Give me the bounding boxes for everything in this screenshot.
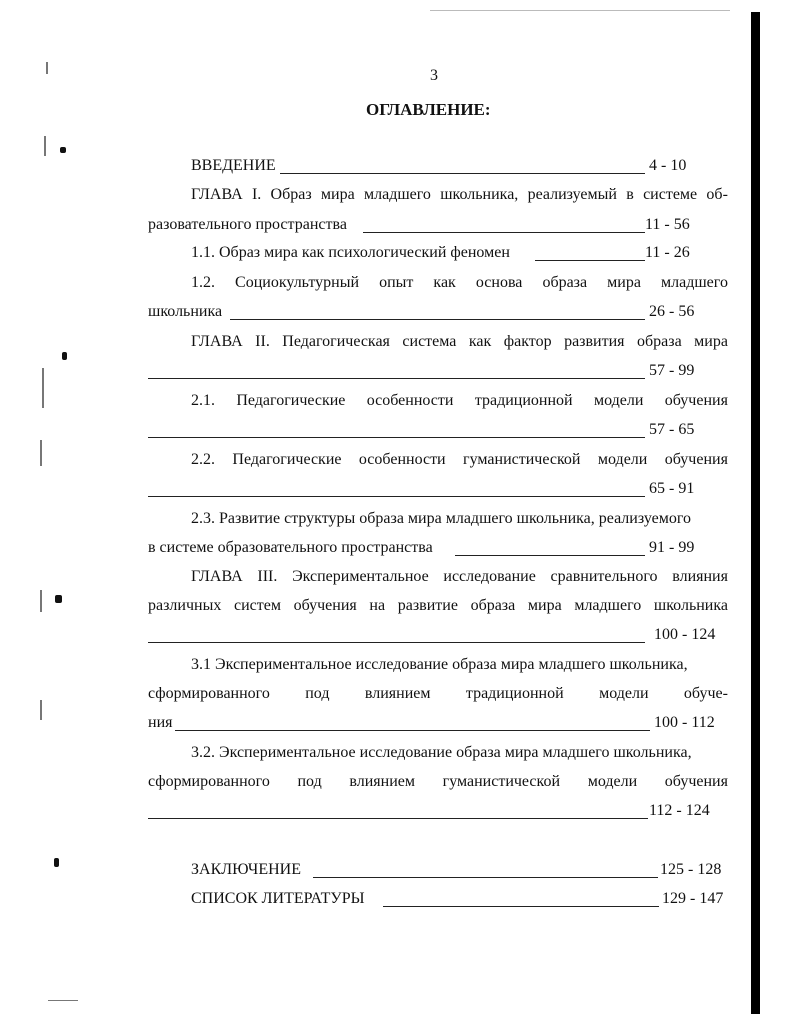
toc-leader — [280, 173, 645, 174]
page-number: 3 — [430, 67, 438, 84]
toc-ch3-line1: ГЛАВА III. Экспериментальное исследование сравнительного влияния — [191, 568, 728, 585]
scan-speck — [55, 595, 62, 603]
page-title: ОГЛАВЛЕНИЕ: — [366, 100, 491, 119]
toc-s12-pages: 26 - 56 — [649, 303, 695, 320]
toc-s23-line2: в системе образовательного пространства — [148, 539, 433, 556]
toc-ch1-line2: разовательного пространства — [148, 216, 347, 233]
toc-ch2-pages: 57 - 99 — [649, 362, 695, 379]
toc-s31-line2: сформированного под влиянием традиционной модели обуче- — [148, 685, 728, 702]
toc-leader — [363, 232, 645, 233]
scan-left-mark — [46, 62, 48, 74]
toc-s32-line1: 3.2. Экспериментальное исследование образа мира младшего школьника, — [191, 744, 692, 761]
toc-leader — [148, 437, 645, 438]
toc-leader — [383, 906, 659, 907]
toc-ch3-line2: различных систем обучения на развитие образа мира младшего школьника — [148, 597, 728, 614]
scan-speck — [62, 352, 67, 360]
toc-ch2-line1: ГЛАВА II. Педагогическая система как фактор развития образа мира — [191, 333, 728, 350]
toc-leader — [230, 319, 645, 320]
toc-conclusion-label: ЗАКЛЮЧЕНИЕ — [191, 861, 301, 878]
toc-s12-line2: школьника — [148, 303, 223, 320]
scan-bottom-mark — [48, 1000, 78, 1001]
toc-s32-line2: сформированного под влиянием гуманистической модели обучения — [148, 773, 728, 790]
toc-references-label: СПИСОК ЛИТЕРАТУРЫ — [191, 890, 365, 907]
toc-ch3-pages: 100 - 124 — [654, 626, 716, 643]
toc-ch1-pages: 11 - 56 — [645, 216, 690, 233]
toc-leader — [148, 818, 648, 819]
toc-leader — [175, 730, 650, 731]
toc-s21-pages: 57 - 65 — [649, 421, 695, 438]
toc-leader — [455, 555, 645, 556]
toc-s22-line1: 2.2. Педагогические особенности гуманистической модели обучения — [191, 451, 728, 468]
toc-s31-line1: 3.1 Экспериментальное исследование образа мира младшего школьника, — [191, 656, 688, 673]
scan-top-line — [430, 10, 730, 11]
scan-left-mark — [44, 136, 46, 156]
toc-s11-pages: 11 - 26 — [645, 244, 690, 261]
toc-intro-pages: 4 - 10 — [649, 157, 687, 174]
scan-left-mark — [40, 440, 42, 466]
toc-s12-line1: 1.2. Социокультурный опыт как основа образа мира младшего — [191, 274, 728, 291]
toc-leader — [148, 642, 645, 643]
toc-s31-pages: 100 - 112 — [654, 714, 715, 731]
toc-s23-pages: 91 - 99 — [649, 539, 695, 556]
toc-s32-pages: 112 - 124 — [649, 802, 710, 819]
toc-leader — [148, 496, 645, 497]
toc-s22-pages: 65 - 91 — [649, 480, 695, 497]
toc-s21-line1: 2.1. Педагогические особенности традиционной модели обучения — [191, 392, 728, 409]
scan-right-edge — [751, 12, 760, 1014]
toc-s11-label: 1.1. Образ мира как психологический феномен — [191, 244, 510, 261]
scan-speck — [60, 147, 66, 153]
toc-ch1-line1: ГЛАВА I. Образ мира младшего школьника, реализуемый в системе об- — [191, 186, 728, 203]
scan-left-mark — [42, 368, 44, 408]
toc-intro-label: ВВЕДЕНИЕ — [191, 157, 276, 174]
toc-conclusion-pages: 125 - 128 — [660, 861, 722, 878]
toc-s23-line1: 2.3. Развитие структуры образа мира младшего школьника, реализуемого — [191, 510, 692, 527]
toc-leader — [313, 877, 658, 878]
scan-speck — [54, 858, 59, 867]
toc-references-pages: 129 - 147 — [662, 890, 724, 907]
toc-s31-line3: ния — [148, 714, 173, 731]
scan-left-mark — [40, 700, 42, 720]
toc-leader — [535, 260, 645, 261]
toc-leader — [148, 378, 645, 379]
scan-left-mark — [40, 590, 42, 612]
